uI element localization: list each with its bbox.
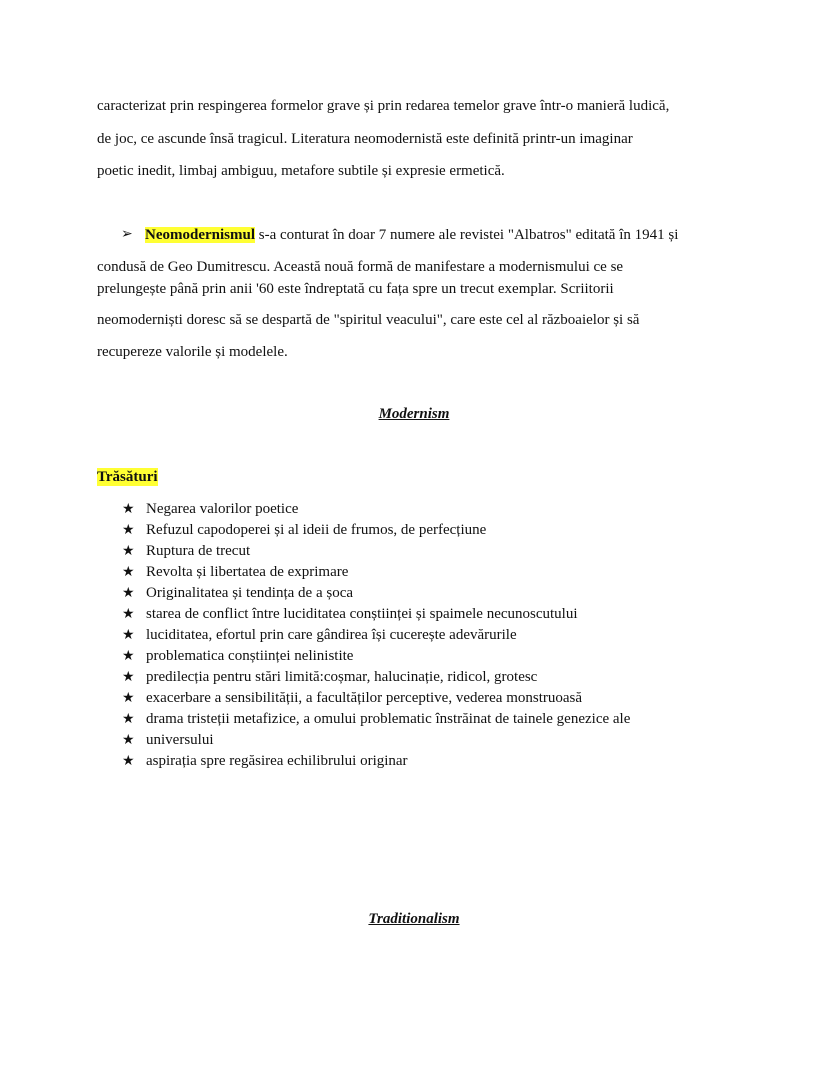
star-bullet-icon: ★: [122, 754, 135, 769]
paragraph2-line-3: prelungește până prin anii '60 este îndreptată cu fața spre un trecut exemplar. Scriitorii: [97, 281, 614, 297]
arrowhead-bullet-icon: ➢: [121, 227, 133, 242]
modernism-heading: [0, 405, 828, 423]
trait-text: Refuzul capodoperei și al ideii de frumos, de perfecțiune: [146, 522, 487, 538]
list-item: [122, 521, 630, 542]
paragraph1-line-3: poetic inedit, limbaj ambiguu, metafore subtile și expresie ermetică.: [97, 163, 505, 179]
star-bullet-icon: ★: [122, 523, 135, 538]
paragraph2-line-1: [145, 226, 678, 244]
star-bullet-icon: ★: [122, 712, 135, 727]
trait-text: Negarea valorilor poetice: [146, 501, 299, 517]
modernism-heading-text: Modernism: [378, 406, 450, 422]
trait-text: drama tristeții metafizice, a omului problematic înstrăinat de tainele genezice ale: [146, 711, 631, 727]
star-bullet-icon: ★: [122, 649, 135, 664]
list-item: [122, 605, 630, 626]
neomodernism-term: Neomodernismul: [145, 227, 255, 243]
list-item: [122, 710, 630, 731]
paragraph2-line-2: condusă de Geo Dumitrescu. Această nouă formă de manifestare a modernismului ce se: [97, 259, 624, 275]
trait-text: predilecția pentru stări limită:coșmar, halucinație, ridicol, grotesc: [146, 669, 538, 685]
star-bullet-icon: ★: [122, 586, 135, 601]
list-item: [122, 689, 630, 710]
trait-text: Revolta și libertatea de exprimare: [146, 564, 349, 580]
list-item: [122, 752, 630, 773]
list-item: [122, 668, 630, 689]
list-item: [122, 542, 630, 563]
trait-text: aspirația spre regăsirea echilibrului originar: [146, 753, 408, 769]
paragraph2-line-5: recupereze valorile și modelele.: [97, 344, 288, 360]
trait-text: Ruptura de trecut: [146, 543, 251, 559]
trait-text: exacerbare a sensibilității, a facultăților perceptive, vederea monstruoasă: [146, 690, 583, 706]
list-item: [122, 626, 630, 647]
star-bullet-icon: ★: [122, 670, 135, 685]
list-item: [122, 563, 630, 584]
trait-text: Originalitatea și tendința de a șoca: [146, 585, 354, 601]
list-item: [122, 731, 630, 752]
list-item: [122, 584, 630, 605]
trait-text: luciditatea, efortul prin care gândirea își cucerește adevărurile: [146, 627, 517, 643]
paragraph2-line-4: neomoderniști doresc să se despartă de "spiritul veacului", care este cel al războaielor și să: [97, 312, 640, 328]
paragraph1-line-1: caracterizat prin respingerea formelor grave și prin redarea temelor grave într-o manieră ludică,: [97, 98, 670, 114]
star-bullet-icon: ★: [122, 691, 135, 706]
traits-label: Trăsături: [97, 469, 158, 485]
trait-text: starea de conflict între luciditatea conștiinței și spaimele necunoscutului: [146, 606, 578, 622]
list-item: [122, 647, 630, 668]
star-bullet-icon: ★: [122, 565, 135, 580]
trait-text: problematica conștiinței nelinistite: [146, 648, 354, 664]
list-item: [122, 500, 630, 521]
traits-list: [122, 500, 630, 773]
paragraph2-line-1-rest: s-a conturat în doar 7 numere ale revistei "Albatros" editată în 1941 și: [255, 227, 679, 243]
paragraph1-line-2: de joc, ce ascunde însă tragicul. Literatura neomodernistă este definită printr-un imaginar: [97, 131, 633, 147]
traditionalism-heading-text: Traditionalism: [368, 911, 460, 927]
traditionalism-heading: [0, 910, 828, 928]
star-bullet-icon: ★: [122, 733, 135, 748]
trait-text: universului: [146, 732, 214, 748]
star-bullet-icon: ★: [122, 544, 135, 559]
star-bullet-icon: ★: [122, 628, 135, 643]
star-bullet-icon: ★: [122, 502, 135, 517]
star-bullet-icon: ★: [122, 607, 135, 622]
